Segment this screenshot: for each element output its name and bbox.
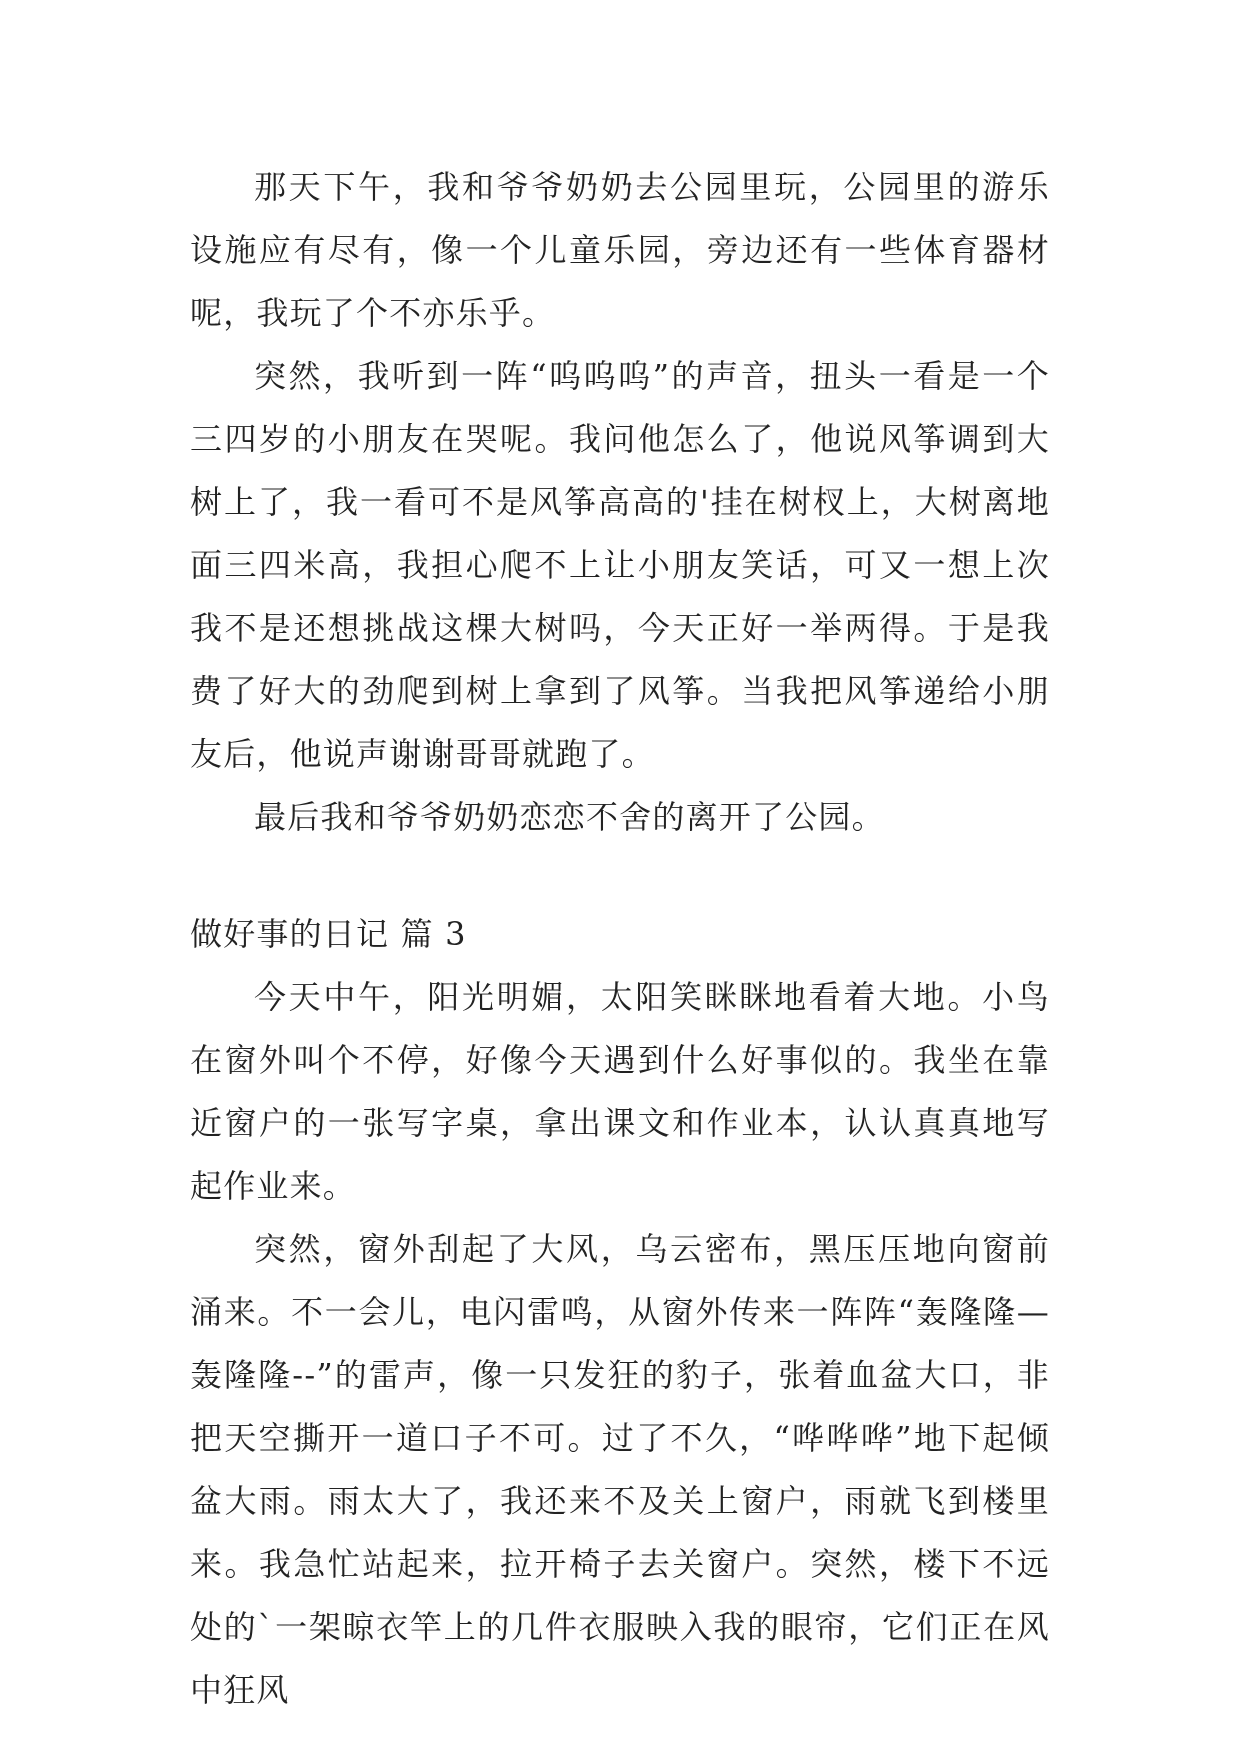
paragraph-leaving-park: 最后我和爷爷奶奶恋恋不舍的离开了公园。 xyxy=(254,798,885,836)
section-title: 做好事的日记 篇 3 xyxy=(190,915,467,953)
paragraph-park-visit: 那天下午，我和爷爷奶奶去公园里玩，公园里的游乐设施应有尽有，像一个儿童乐园，旁边还有一些体育器材呢，我玩了个不亦乐乎。 xyxy=(190,168,1050,332)
document-body xyxy=(190,156,1050,1722)
paragraph-storm: 突然，窗外刮起了大风，乌云密布，黑压压地向窗前涌来。不一会儿，电闪雷鸣，从窗外传来一阵阵“轰隆隆—轰隆隆--”的雷声，像一只发狂的豹子，张着血盆大口，非把天空撕开一道口子不可。过了不久，“哗哗哗”地下起倾盆大雨。雨太大了，我还来不及关上窗户，雨就飞到楼里来。我急忙站起来，拉开椅子去关窗户。突然，楼下不远处的`一架晾衣竿上的几件衣服映入我的眼帘，它们正在风中狂风 xyxy=(190,1230,1050,1709)
paragraph-sunny-noon: 今天中午，阳光明媚，太阳笑眯眯地看着大地。小鸟在窗外叫个不停，好像今天遇到什么好事似的。我坐在靠近窗户的一张写字桌，拿出课文和作业本，认认真真地写起作业来。 xyxy=(190,978,1050,1205)
paragraph-kite-rescue: 突然，我听到一阵“呜呜呜”的声音，扭头一看是一个三四岁的小朋友在哭呢。我问他怎么了，他说风筝调到大树上了，我一看可不是风筝高高的'挂在树杈上，大树离地面三四米高，我担心爬不上让小朋友笑话，可又一想上次我不是还想挑战这棵大树吗，今天正好一举两得。于是我费了好大的劲爬到树上拿到了风筝。当我把风筝递给小朋友后，他说声谢谢哥哥就跑了。 xyxy=(190,357,1050,773)
